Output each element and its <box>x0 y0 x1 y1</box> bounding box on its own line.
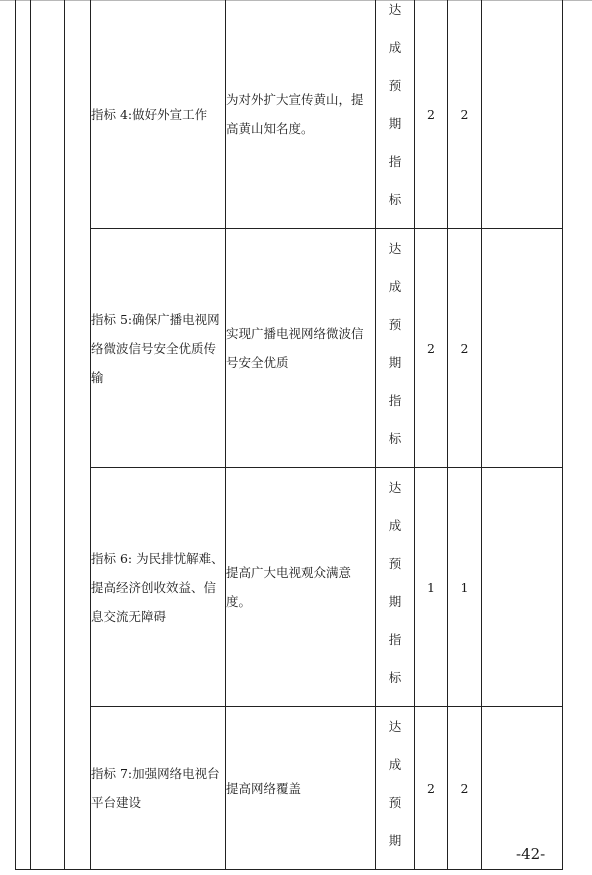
status-char: 达 <box>388 241 402 256</box>
status-char: 预 <box>388 795 402 810</box>
table-row <box>16 468 563 707</box>
score-b-cell: 2 <box>448 707 482 870</box>
table-row <box>16 0 563 229</box>
table-row <box>16 229 563 468</box>
status-char: 指 <box>388 154 402 169</box>
status-char: 期 <box>388 594 402 609</box>
status-char: 预 <box>388 317 402 332</box>
description-cell: 提高网络覆盖 <box>226 707 376 870</box>
indicator-cell: 指标 4:做好外宣工作 <box>91 0 226 229</box>
remark-cell <box>482 229 563 468</box>
status-char: 达 <box>388 2 402 17</box>
status-char: 标 <box>388 192 402 207</box>
table-row <box>16 707 563 870</box>
description-cell: 为对外扩大宣传黄山，提高黄山知名度。 <box>226 0 376 229</box>
status-char: 指 <box>388 632 402 647</box>
indicator-cell: 指标 5:确保广播电视网络微波信号安全优质传输 <box>91 229 226 468</box>
status-char: 预 <box>388 556 402 571</box>
status-char: 成 <box>388 757 402 772</box>
score-a-cell: 2 <box>415 707 448 870</box>
category-cell-1 <box>16 0 31 870</box>
status-char: 成 <box>388 518 402 533</box>
indicator-cell: 指标 6: 为民排忧解难、提高经济创收效益、信息交流无障碍 <box>91 468 226 707</box>
status-char: 指 <box>388 393 402 408</box>
status-char: 成 <box>388 40 402 55</box>
status-char: 达 <box>388 480 402 495</box>
category-cell-2 <box>31 0 65 870</box>
score-a-cell: 2 <box>415 229 448 468</box>
status-cell <box>376 0 415 229</box>
status-char: 期 <box>388 355 402 370</box>
performance-table <box>15 0 563 870</box>
remark-cell <box>482 0 563 229</box>
score-b-cell: 1 <box>448 468 482 707</box>
description-cell: 提高广大电视观众满意度。 <box>226 468 376 707</box>
status-char: 期 <box>388 833 402 848</box>
score-b-cell: 2 <box>448 0 482 229</box>
score-a-cell: 2 <box>415 0 448 229</box>
status-cell <box>376 468 415 707</box>
status-cell <box>376 229 415 468</box>
score-a-cell: 1 <box>415 468 448 707</box>
page-number: -42- <box>516 845 546 863</box>
status-char: 标 <box>388 670 402 685</box>
category-cell-3 <box>65 0 91 870</box>
status-char: 期 <box>388 116 402 131</box>
status-char: 预 <box>388 78 402 93</box>
score-b-cell: 2 <box>448 229 482 468</box>
status-char: 达 <box>388 719 402 734</box>
status-char: 成 <box>388 279 402 294</box>
description-cell: 实现广播电视网络微波信号安全优质 <box>226 229 376 468</box>
status-cell <box>376 707 415 870</box>
remark-cell <box>482 468 563 707</box>
status-char: 标 <box>388 431 402 446</box>
indicator-cell: 指标 7:加强网络电视台平台建设 <box>91 707 226 870</box>
